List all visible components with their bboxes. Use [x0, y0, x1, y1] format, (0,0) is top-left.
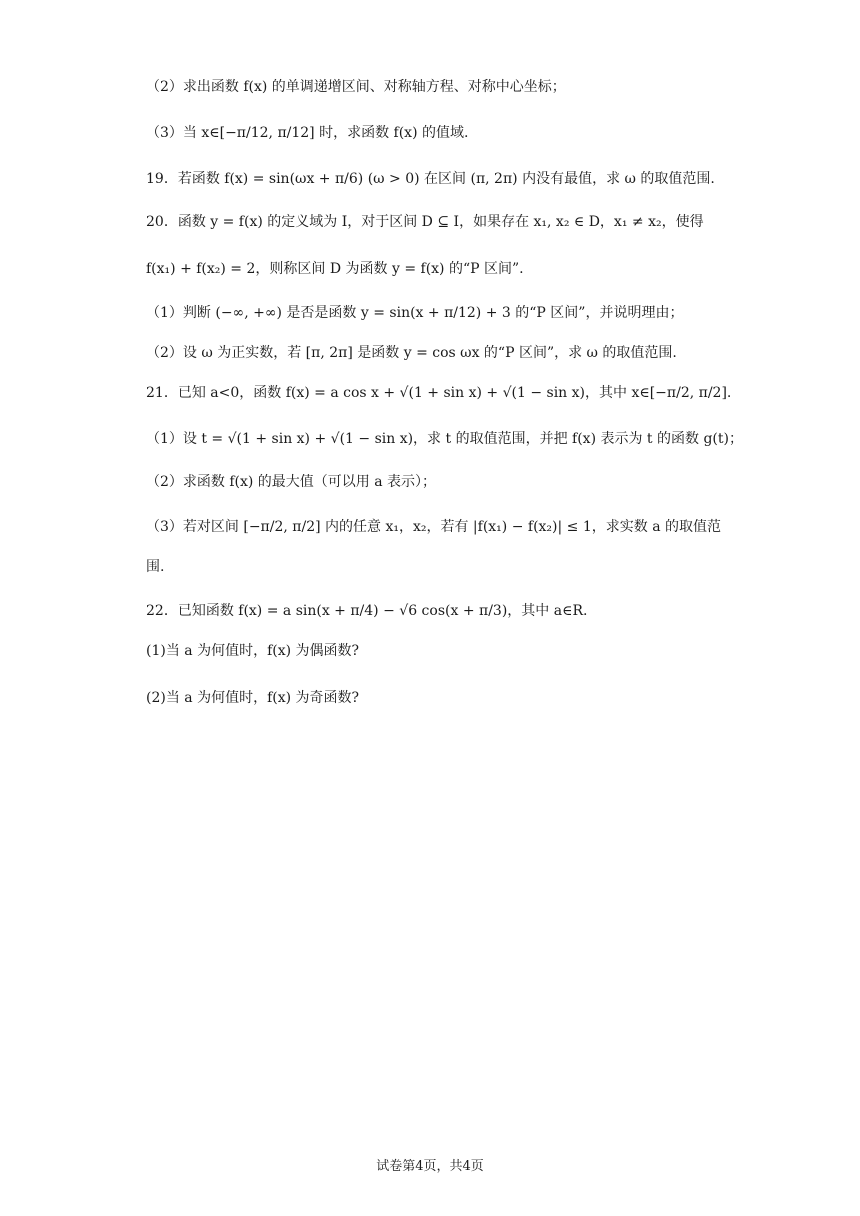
q20-text-line2: f(x₁) + f(x₂) = 2，则称区间 D 为函数 y = f(x) 的“P 区间”.: [146, 261, 524, 277]
q20-part2: （2）设 ω 为正实数，若 [π, 2π] 是函数 y = cos ωx 的“P 区间”，求 ω 的取值范围.: [146, 345, 677, 361]
q21-part3-line1: （3）若对区间 [−π/2, π/2] 内的任意 x₁，x₂，若有 |f(x₁) − f(x₂)| ≤ 1，求实数 a 的取值范: [146, 519, 722, 535]
q18-part2: （2）求出函数 f(x) 的单调递增区间、对称轴方程、对称中心坐标；: [146, 79, 566, 95]
q22-part2: (2)当 a 为何值时，f(x) 为奇函数?: [146, 690, 360, 706]
q21-part1: （1）设 t = √(1 + sin x) + √(1 − sin x)，求 t 的取值范围，并把 f(x) 表示为 t 的函数 g(t)；: [146, 431, 743, 447]
q21-part3-line2: 围.: [146, 559, 165, 575]
q20-part1: （1）判断 (−∞, +∞) 是否是函数 y = sin(x + π/12) + 3 的“P 区间”，并说明理由；: [146, 305, 684, 321]
q21-part2: （2）求函数 f(x) 的最大值（可以用 a 表示）；: [146, 474, 437, 490]
q20-text-line1: 20．函数 y = f(x) 的定义域为 I，对于区间 D ⊆ I，如果存在 x₁, x₂ ∈ D，x₁ ≠ x₂，使得: [146, 214, 704, 230]
q22-part1: (1)当 a 为何值时，f(x) 为偶函数?: [146, 643, 360, 659]
q19-text: 19．若函数 f(x) = sin(ωx + π/6) (ω > 0) 在区间 (π, 2π) 内没有最值，求 ω 的取值范围.: [146, 171, 715, 187]
q22-text: 22．已知函数 f(x) = a sin(x + π/4) − √6 cos(x + π/3)，其中 a∈R.: [146, 603, 588, 619]
q21-text: 21．已知 a<0，函数 f(x) = a cos x + √(1 + sin x) + √(1 − sin x)，其中 x∈[−π/2, π/2].: [146, 385, 732, 401]
q18-part3: （3）当 x∈[−π/12, π/12] 时，求函数 f(x) 的值域.: [146, 125, 469, 141]
page-footer: 试卷第4页，共4页: [376, 1159, 484, 1174]
